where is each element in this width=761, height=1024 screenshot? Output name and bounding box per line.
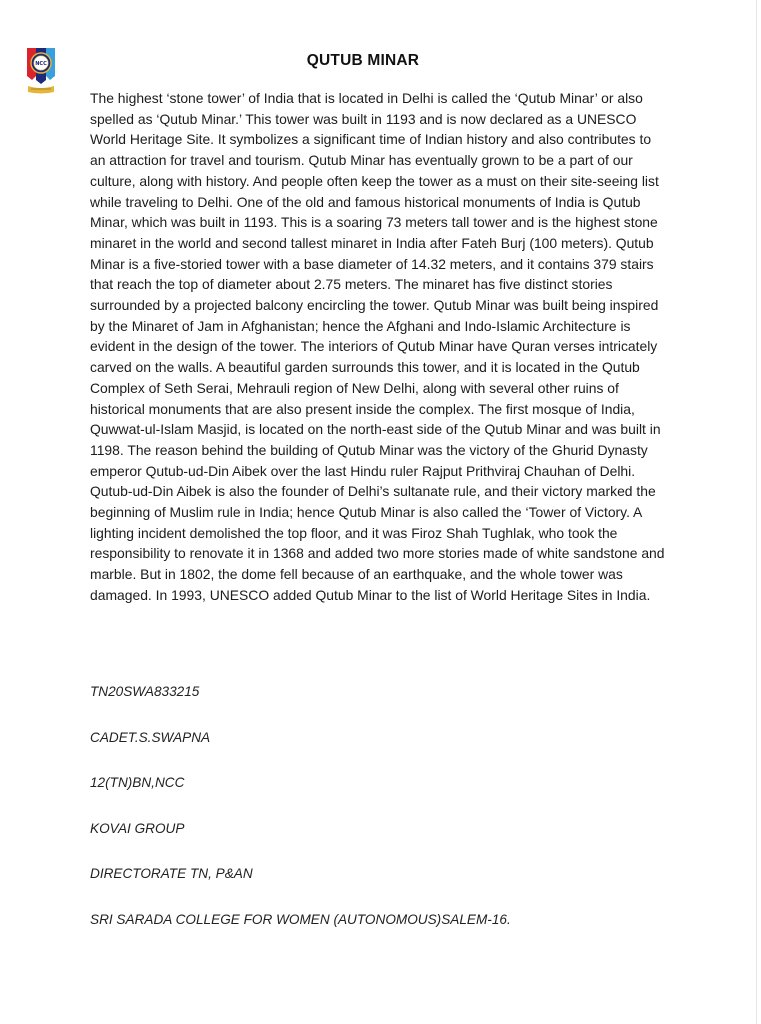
directorate: DIRECTORATE TN, P&AN [90,866,253,882]
battalion: 12(TN)BN,NCC [90,775,185,791]
essay-paragraph: The highest ‘stone tower’ of India that is located in Delhi is called the ‘Qutub Minar’ or also spelled as ‘Qutub Minar.’ This tower was built in 1193 and is now declared as a UNESCO World Heritage Site. It symbolizes a significant time of Indian history and also contributes to an attraction for travel and tourism. Qutub Minar has eventually grown to be a part of our culture, along with history. And people often keep the tower as a must on their site-seeing list while traveling to Delhi. One of the old and famous historical monuments of India is Qutub Minar, which was built in 1193. This is a soaring 73 meters tall tower and is the highest stone minaret in the world and second tallest minaret in India after Fateh Burj (100 meters). Qutub Minar is a five-storied tower with a base diameter of 14.32 meters, and it contains 379 stairs that reach the top of diameter about 2.75 meters. The minaret has five distinct stories surrounded by a projected balcony encircling the tower. Qutub Minar was built being inspired by the Minaret of Jam in Afghanistan; hence the Afghani and Indo-Islamic Architecture is evident in the design of the tower. The interiors of Qutub Minar have Quran verses intricately carved on the walls. A beautiful garden surrounds this tower, and it is located in the Qutub Complex of Seth Serai, Mehrauli region of New Delhi, along with several other ruins of historical monuments that are also present inside the complex. The first mosque of India, Quwwat-ul-Islam Masjid, is located on the north-east side of the Qutub Minar and was built in 1198. The reason behind the building of Qutub Minar was the victory of the Ghurid Dynasty emperor Qutub-ud-Din Aibek over the last Hindu ruler Rajput Prithviraj Chauhan of Delhi. Qutub-ud-Din Aibek is also the founder of Delhi’s sultanate rule, and their victory marked the beginning of Muslim rule in India; hence Qutub Minar is also called the ‘Tower of Victory. A lighting incident demolished the top floor, and it was Firoz Shah Tughlak, who took the responsibility to renovate it in 1368 and added two more stories made of white sandstone and marble. But in 1802, the dome fell because of an earthquake, and the whole tower was damaged. In 1993, UNESCO added Qutub Minar to the list of World Heritage Sites in India. [90,90,665,603]
signature-block [90,684,690,958]
page-title: QUTUB MINAR [306,52,420,69]
college-name: SRI SARADA COLLEGE FOR WOMEN (AUTONOMOUS)SALEM-16. [90,911,511,927]
group-name: KOVAI GROUP [90,820,185,836]
regimental-number: TN20SWA833215 [90,684,200,699]
cadet-name: CADET.S.SWAPNA [90,729,211,745]
page-edge-divider [756,0,757,1024]
emblem-text: NCC [35,61,47,68]
